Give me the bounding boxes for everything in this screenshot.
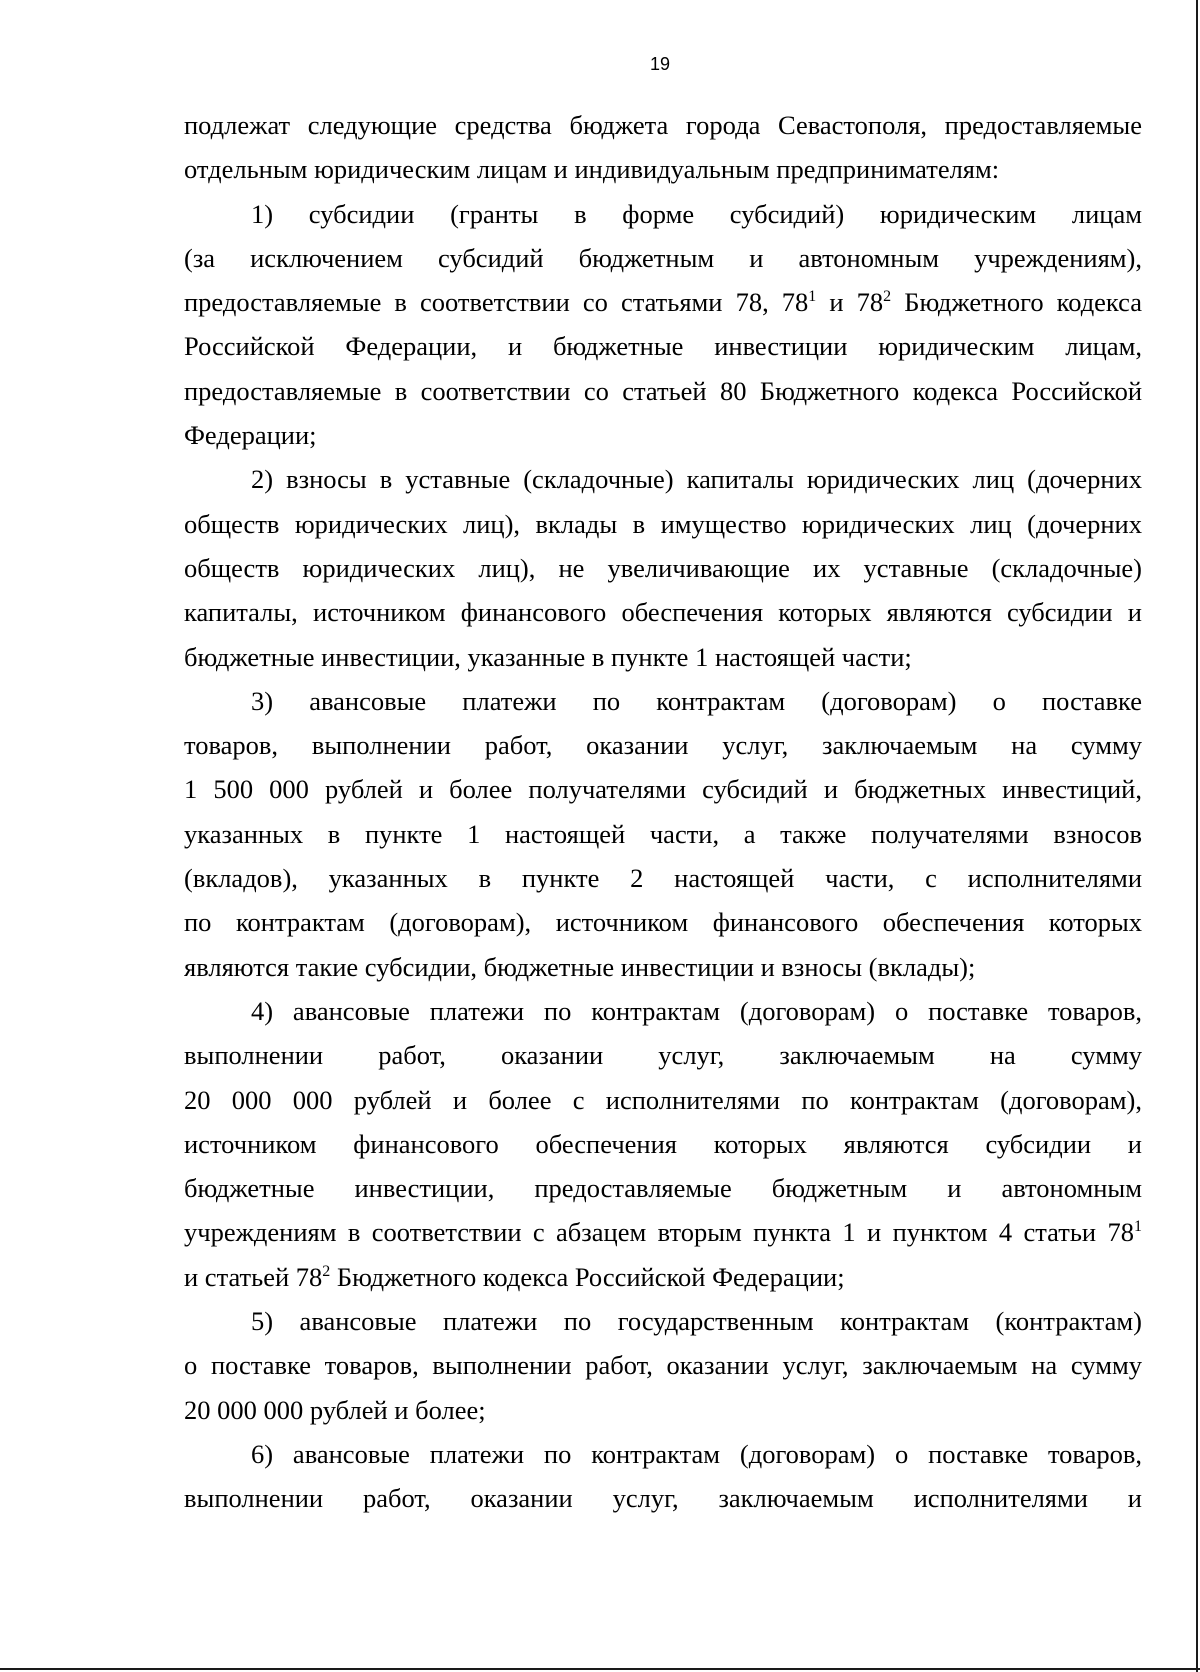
text-line: 6) авансовые платежи по контрактам (договорам) о поставке товаров, bbox=[251, 1438, 1142, 1469]
page-edge-bottom bbox=[0, 1668, 1200, 1670]
paragraph-item-6 bbox=[184, 1432, 1142, 1521]
text-line: 2) взносы в уставные (складочные) капиталы юридических лиц (дочерних bbox=[251, 464, 1142, 495]
text-line: 1) субсидии (гранты в форме субсидий) юридическим лицам bbox=[251, 198, 1142, 229]
text-line: 3) авансовые платежи по контрактам (договорам) о поставке bbox=[251, 685, 1142, 716]
text-line: Российской Федерации, и бюджетные инвестиции юридическим лицам, bbox=[184, 331, 1142, 362]
text-line-with-superscripts bbox=[184, 280, 1142, 324]
paragraph-item-3 bbox=[184, 679, 1142, 989]
text-line: Федерации; bbox=[184, 420, 317, 451]
text-fragment: предоставляемые в соответствии со статьями 78, 78 bbox=[184, 287, 809, 318]
text-line-with-superscripts bbox=[184, 1210, 1142, 1254]
text-line: 5) авансовые платежи по государственным контрактам (контрактам) bbox=[251, 1306, 1142, 1337]
text-line: капиталы, источником финансового обеспечения которых являются субсидии и bbox=[184, 597, 1142, 628]
text-line-with-superscripts bbox=[184, 1255, 1142, 1299]
superscript: 1 bbox=[1134, 1218, 1142, 1236]
paragraph-item-4 bbox=[184, 989, 1142, 1299]
text-line: указанных в пункте 1 настоящей части, а также получателями взносов bbox=[184, 818, 1142, 849]
text-line: 4) авансовые платежи по контрактам (договорам) о поставке товаров, bbox=[251, 995, 1142, 1026]
text-line: (вкладов), указанных в пункте 2 настоящей части, с исполнителями bbox=[184, 863, 1142, 894]
superscript: 2 bbox=[322, 1262, 331, 1280]
text-line: отдельным юридическим лицам и индивидуальным предпринимателям: bbox=[184, 154, 1000, 185]
text-line: (за исключением субсидий бюджетным и автономным учреждениям), bbox=[184, 242, 1142, 273]
text-line: подлежат следующие средства бюджета города Севастополя, предоставляемые bbox=[184, 110, 1142, 140]
text-line: выполнении работ, оказании услуг, заключаемым на сумму bbox=[184, 1040, 1142, 1071]
page-number: 19 bbox=[649, 54, 671, 74]
text-fragment: Бюджетного кодекса Российской Федерации; bbox=[330, 1261, 845, 1292]
text-line: 1 500 000 рублей и более получателями субсидий и бюджетных инвестиций, bbox=[184, 774, 1142, 805]
text-fragment: и 78 bbox=[816, 287, 884, 318]
paragraph-item-5 bbox=[184, 1299, 1142, 1432]
text-line: источником финансового обеспечения которых являются субсидии и bbox=[184, 1128, 1142, 1159]
text-line: о поставке товаров, выполнении работ, оказании услуг, заключаемым на сумму bbox=[184, 1350, 1142, 1381]
paragraph-continuation bbox=[184, 103, 1142, 192]
text-line: обществ юридических лиц), не увеличивающие их уставные (складочные) bbox=[184, 552, 1142, 583]
paragraph-item-1 bbox=[184, 192, 1142, 458]
superscript: 1 bbox=[808, 288, 817, 306]
text-line: бюджетные инвестиции, указанные в пункте 1 настоящей части; bbox=[184, 641, 912, 672]
text-fragment: учреждениям в соответствии с абзацем вторым пункта 1 и пунктом 4 статьи 78 bbox=[184, 1217, 1134, 1248]
text-line: являются такие субсидии, бюджетные инвестиции и взносы (вклады); bbox=[184, 951, 976, 982]
superscript: 2 bbox=[883, 288, 892, 306]
text-line: товаров, выполнении работ, оказании услуг, заключаемым на сумму bbox=[184, 730, 1142, 761]
page-edge-right bbox=[1196, 0, 1198, 1672]
text-line: бюджетные инвестиции, предоставляемые бюджетным и автономным bbox=[184, 1173, 1142, 1204]
document-body bbox=[184, 103, 1142, 1521]
text-line: обществ юридических лиц), вклады в имущество юридических лиц (дочерних bbox=[184, 508, 1142, 539]
text-line: выполнении работ, оказании услуг, заключаемым исполнителями и bbox=[184, 1483, 1142, 1514]
paragraph-item-2 bbox=[184, 457, 1142, 678]
text-fragment: Бюджетного кодекса bbox=[891, 287, 1142, 318]
text-line: по контрактам (договорам), источником финансового обеспечения которых bbox=[184, 907, 1142, 938]
text-line: предоставляемые в соответствии со статьей 80 Бюджетного кодекса Российской bbox=[184, 375, 1142, 406]
text-fragment: и статьей 78 bbox=[184, 1261, 323, 1292]
text-line: 20 000 000 рублей и более с исполнителями по контрактам (договорам), bbox=[184, 1084, 1142, 1115]
text-line: 20 000 000 рублей и более; bbox=[184, 1394, 486, 1425]
